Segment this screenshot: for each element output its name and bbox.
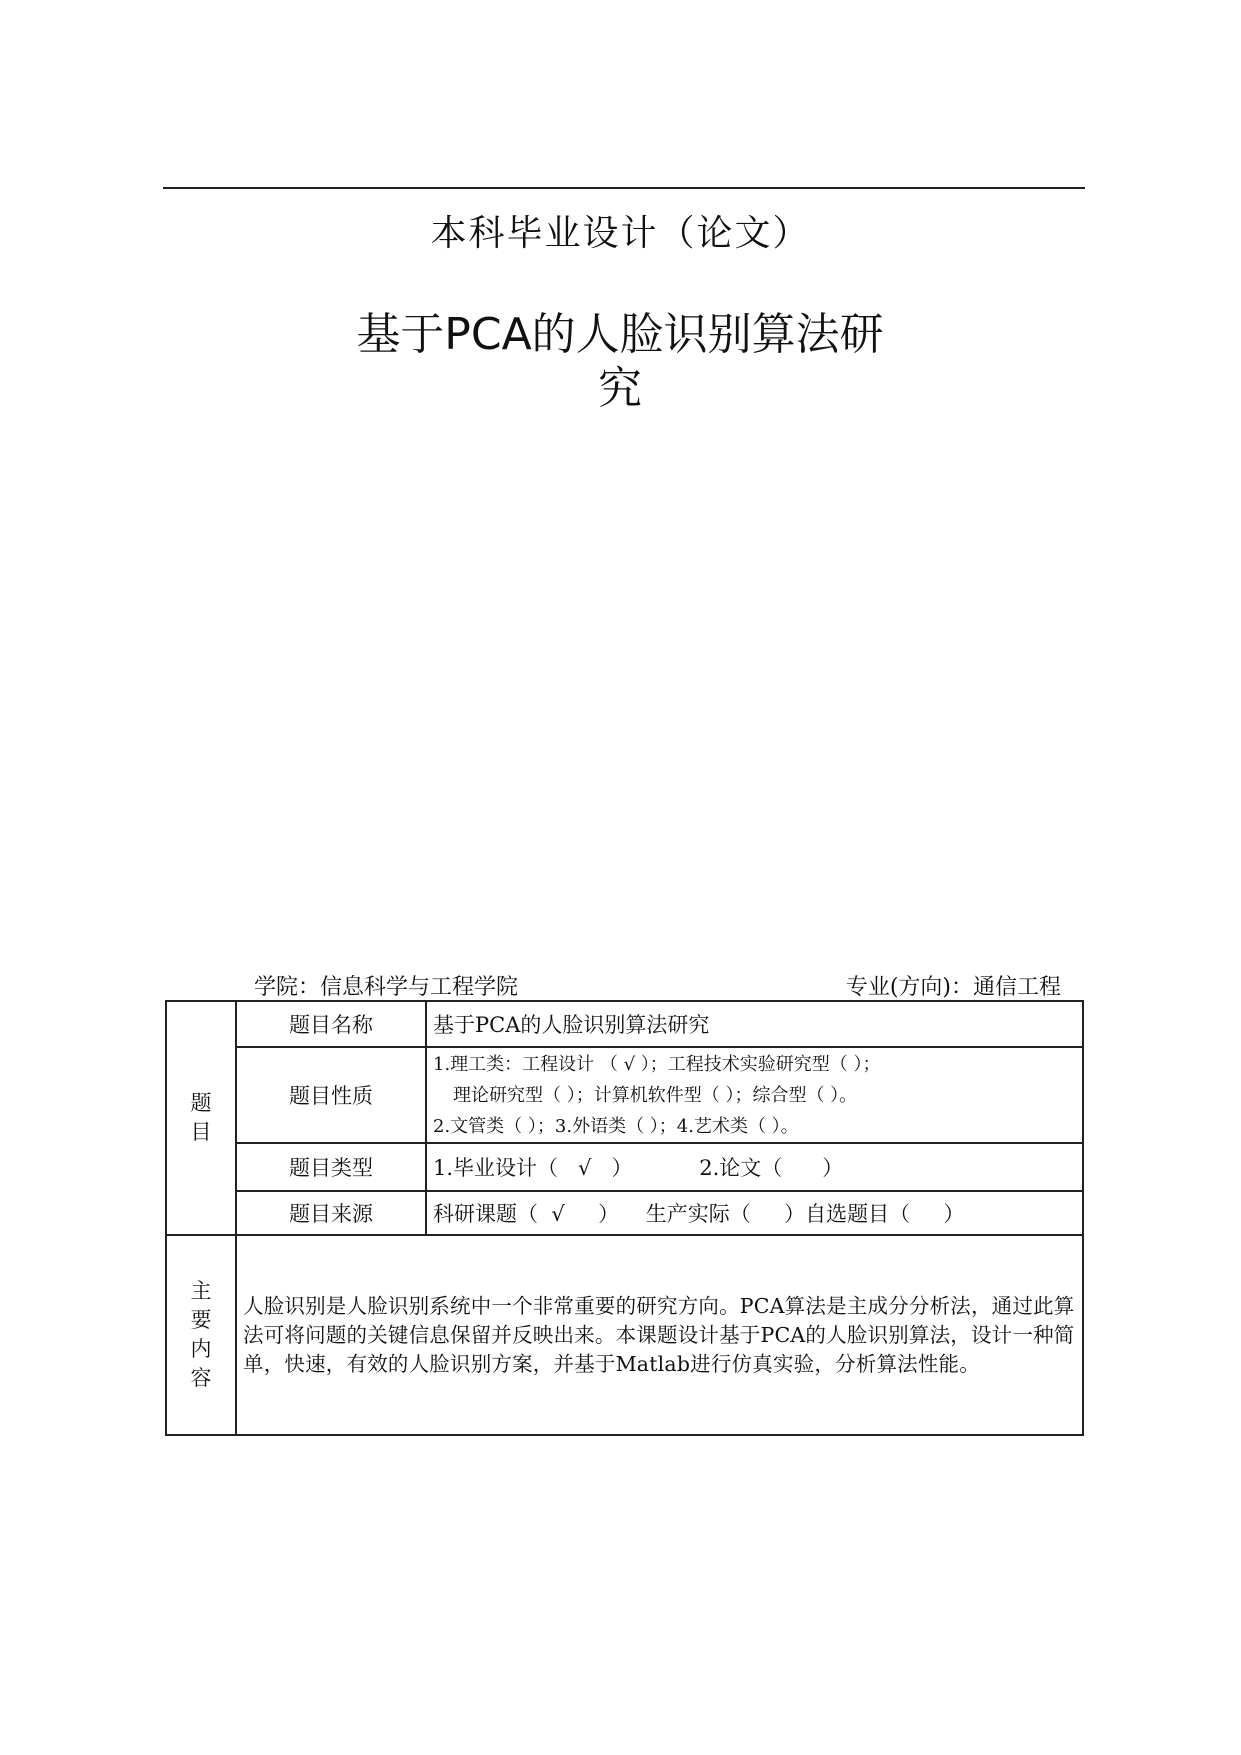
thesis-title-line-1: 基于PCA的人脸识别算法研: [356, 309, 884, 360]
table-row-main-content: [166, 1235, 1083, 1435]
topic-info-table: [165, 1000, 1084, 1436]
topic-group-label: 题 目: [190, 1091, 212, 1144]
top-rule: [163, 187, 1085, 189]
table-row-topic-name: [166, 1001, 1083, 1047]
topic-source-label: 题目来源: [236, 1191, 426, 1235]
thesis-title: [330, 308, 910, 416]
content-group-label: 主 要 内 容: [190, 1279, 212, 1390]
topic-type-value: 1.毕业设计（ √ ） 2.论文（ ）: [426, 1143, 1083, 1191]
topic-nature-label: 题目性质: [236, 1047, 426, 1143]
major-label: 专业(方向)：通信工程: [845, 975, 1061, 1000]
topic-type-label: 题目类型: [236, 1143, 426, 1191]
table-row-topic-nature: [166, 1047, 1083, 1143]
table-row-topic-source: [166, 1191, 1083, 1235]
thesis-title-line-2: 究: [598, 363, 642, 414]
table-row-topic-type: [166, 1143, 1083, 1191]
nature-line-2: 理论研究型（ ）；计算机软件型（ ）；综合型（ ）。: [453, 1084, 858, 1106]
topic-name-label: 题目名称: [236, 1001, 426, 1047]
topic-source-value: 科研课题（ √ ） 生产实际（ ）自选题目（ ）: [426, 1191, 1083, 1235]
topic-group-cell: [166, 1001, 236, 1235]
college-label: 学院：信息科学与工程学院: [254, 975, 519, 1000]
nature-line-1: 1.理工类：工程设计 （ √ ）；工程技术实验研究型（ ）；: [433, 1053, 881, 1075]
main-content-text: 人脸识别是人脸识别系统中一个非常重要的研究方向。PCA算法是主成分分析法，通过此算法可将问题的关键信息保留并反映出来。本课题设计基于PCA的人脸识别算法，设计一种简单，快速，有效的人脸识别方案，并基于Matlab进行仿真实验，分析算法性能。: [236, 1235, 1083, 1435]
topic-nature-value: [426, 1047, 1083, 1143]
nature-line-3: 2.文管类（ ）；3.外语类（ ）；4.艺术类（ ）。: [433, 1115, 799, 1137]
topic-name-value: 基于PCA的人脸识别算法研究: [426, 1001, 1083, 1047]
document-type-heading: 本科毕业设计（论文）: [430, 213, 811, 254]
content-group-cell: [166, 1235, 236, 1435]
